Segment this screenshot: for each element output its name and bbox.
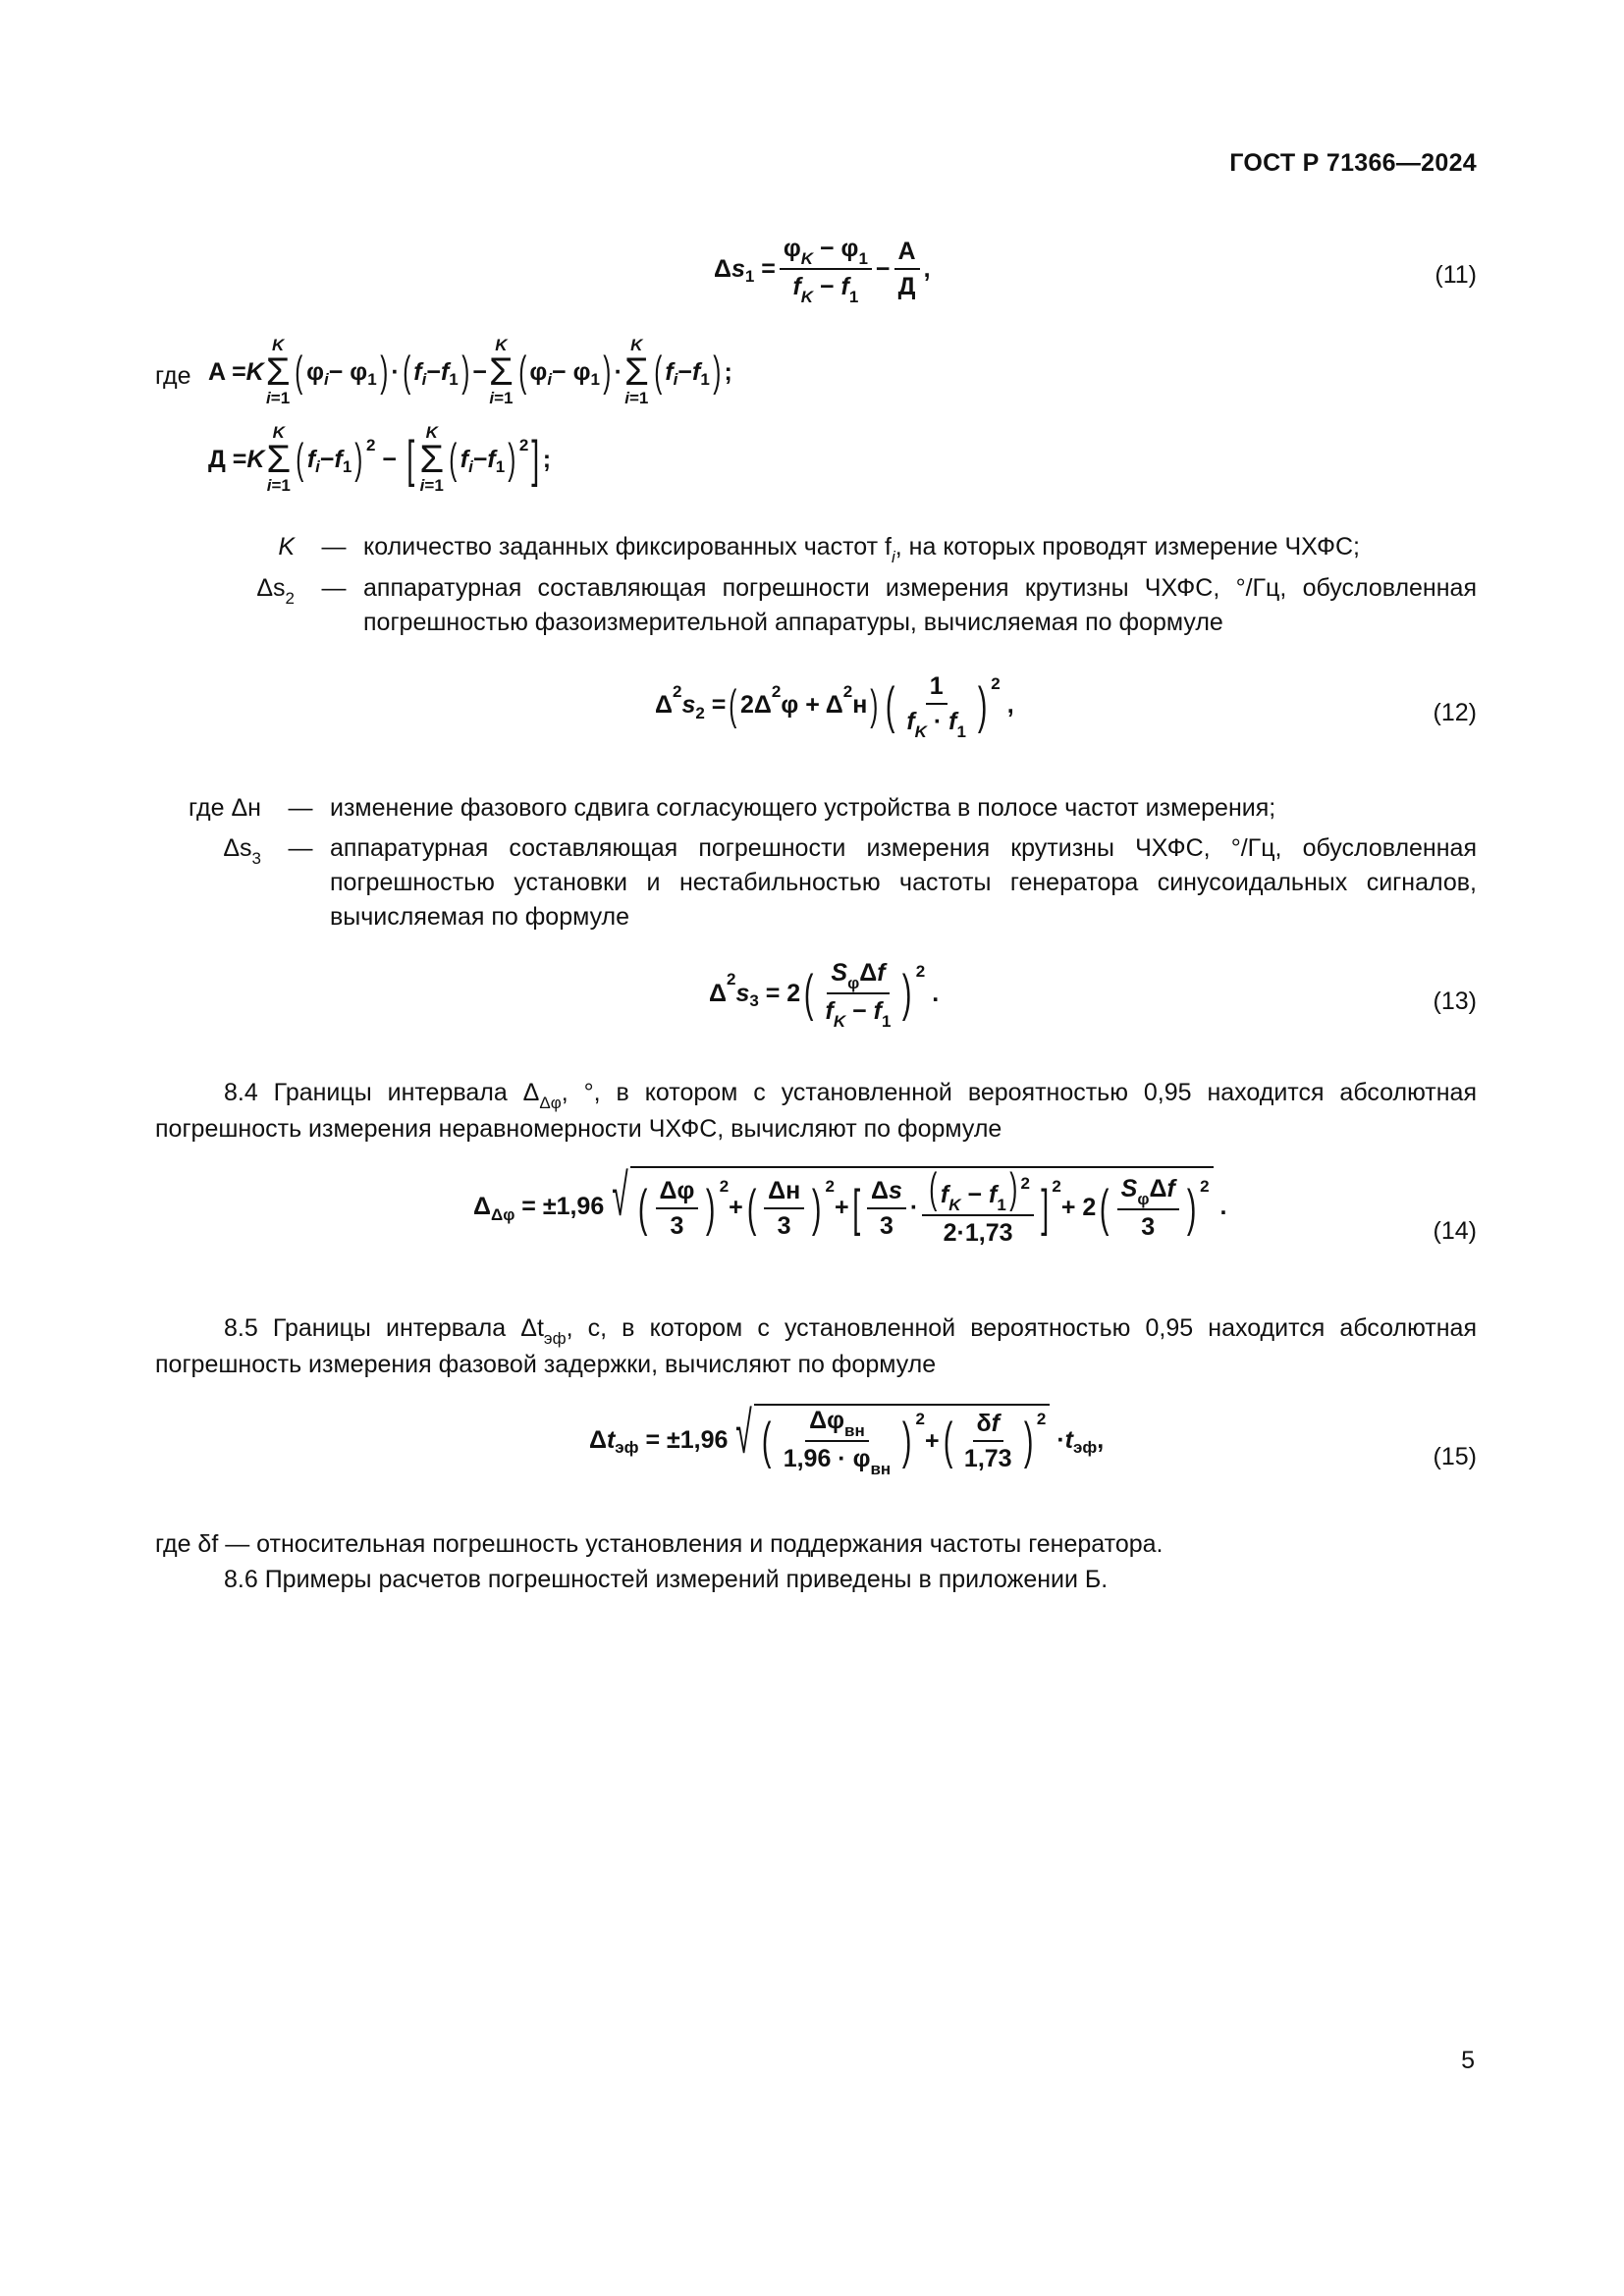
equation-number-11: (11) xyxy=(1435,261,1477,289)
page-number: 5 xyxy=(1461,2047,1475,2074)
paragraph-8-4: 8.4 Границы интервала $\Delta_{\Delta\varphi}$, °, в котором с установленной вероятностью 0,95 находится абсолютная погрешность измерения неравномерности ЧХФС, вычисляют по формуле xyxy=(155,1079,1477,1143)
equation-number-14: (14) xyxy=(1433,1217,1477,1245)
definition-dn: где Δн — изменение фазового сдвига согласующего устройства в полосе частот измерения; xyxy=(189,794,1276,822)
formula-11: Δ s 1 = $\frac{\varphi_K - \varphi_1}{f_K - f_1}$ − $\frac{A}{Д}$ , xyxy=(714,235,931,306)
paragraph-8-5: 8.5 Границы интервала $\Delta t_{эф}$, с, в котором с установленной вероятностью 0,95 находится абсолютная погрешность измерения фазовой задержки, вычисляют по формуле xyxy=(155,1314,1477,1378)
equation-number-13: (13) xyxy=(1433,988,1477,1015)
formula-13: Δ 2 s 3 = 2 ( $\frac{S_\varphi\Delta f}{f_K - f_1}$ ) 2 . xyxy=(709,959,940,1031)
definition-s2: $\Delta s_2$ — аппаратурная составляющая погрешности измерения крутизны ЧХФС, °/Гц, обусловленная погрешностью фазоизмерительной аппаратуры, вычисляемая по формуле xyxy=(256,574,1477,636)
formula-a: A = K K Σ i=1 ( φ i − φ 1 ) · ( f i − f 1 ) − K Σ i=1 ( φ i − φ 1 ) · K Σ i=1 ( f i − f 1 ) ; xyxy=(208,336,732,407)
formula-15: Δ t эф = ±1,96 √ ( $\frac{\Delta\varphi_{вн}}{1,96 \cdot \varphi_{вн}}$ ) 2 + ( $\frac{\delta f}{1,73}$ ) 2 · t эф , xyxy=(589,1400,1105,1478)
formula-14: Δ Δφ = ±1,96 √ ( $\frac{\Delta\varphi}{3}$ ) 2 + ( $\frac{\Delta н}{3}$ ) 2 + [ $\frac{\Delta s}{3}$ · $\frac{( f_K - f_1) ^2}{2\cdot 1,73}$ ] 2 + 2 ( $\frac{S_\varphi\Delta f}{3}$ ) 2 . xyxy=(473,1162,1227,1247)
equation-number-12: (12) xyxy=(1433,699,1477,726)
definition-s3: $\Delta s_3$ — аппаратурная составляющая погрешности измерения крутизны ЧХФС, °/Гц, обусловленная погрешностью установки и нестабильностью частоты генератора синусоидальных сигналов, вычисляемая по формуле xyxy=(223,834,1477,931)
document-id: ГОСТ Р 71366—2024 xyxy=(1229,149,1477,177)
formula-12: Δ 2 s 2 = ( 2Δ 2 φ + Δ 2 н ) ( $\frac{1}{f_K \cdot f_1}$ ) 2 , xyxy=(655,672,1014,741)
paragraph-8-6: 8.6 Примеры расчетов погрешностей измерений приведены в приложении Б. xyxy=(224,1566,1109,1593)
formula-d: Д = K K Σ i=1 ( f i − f 1 ) 2 − [ K Σ i=1 ( f i − f 1 ) 2 ] ; xyxy=(208,423,552,495)
definition-df: где δf — относительная погрешность установления и поддержания частоты генератора. xyxy=(155,1530,1164,1558)
definition-k: K — количество заданных фиксированных частот $f_i$, на которых проводят измерение ЧХФС; xyxy=(278,533,1360,566)
equation-number-15: (15) xyxy=(1433,1443,1477,1470)
where-label: где xyxy=(155,362,191,390)
